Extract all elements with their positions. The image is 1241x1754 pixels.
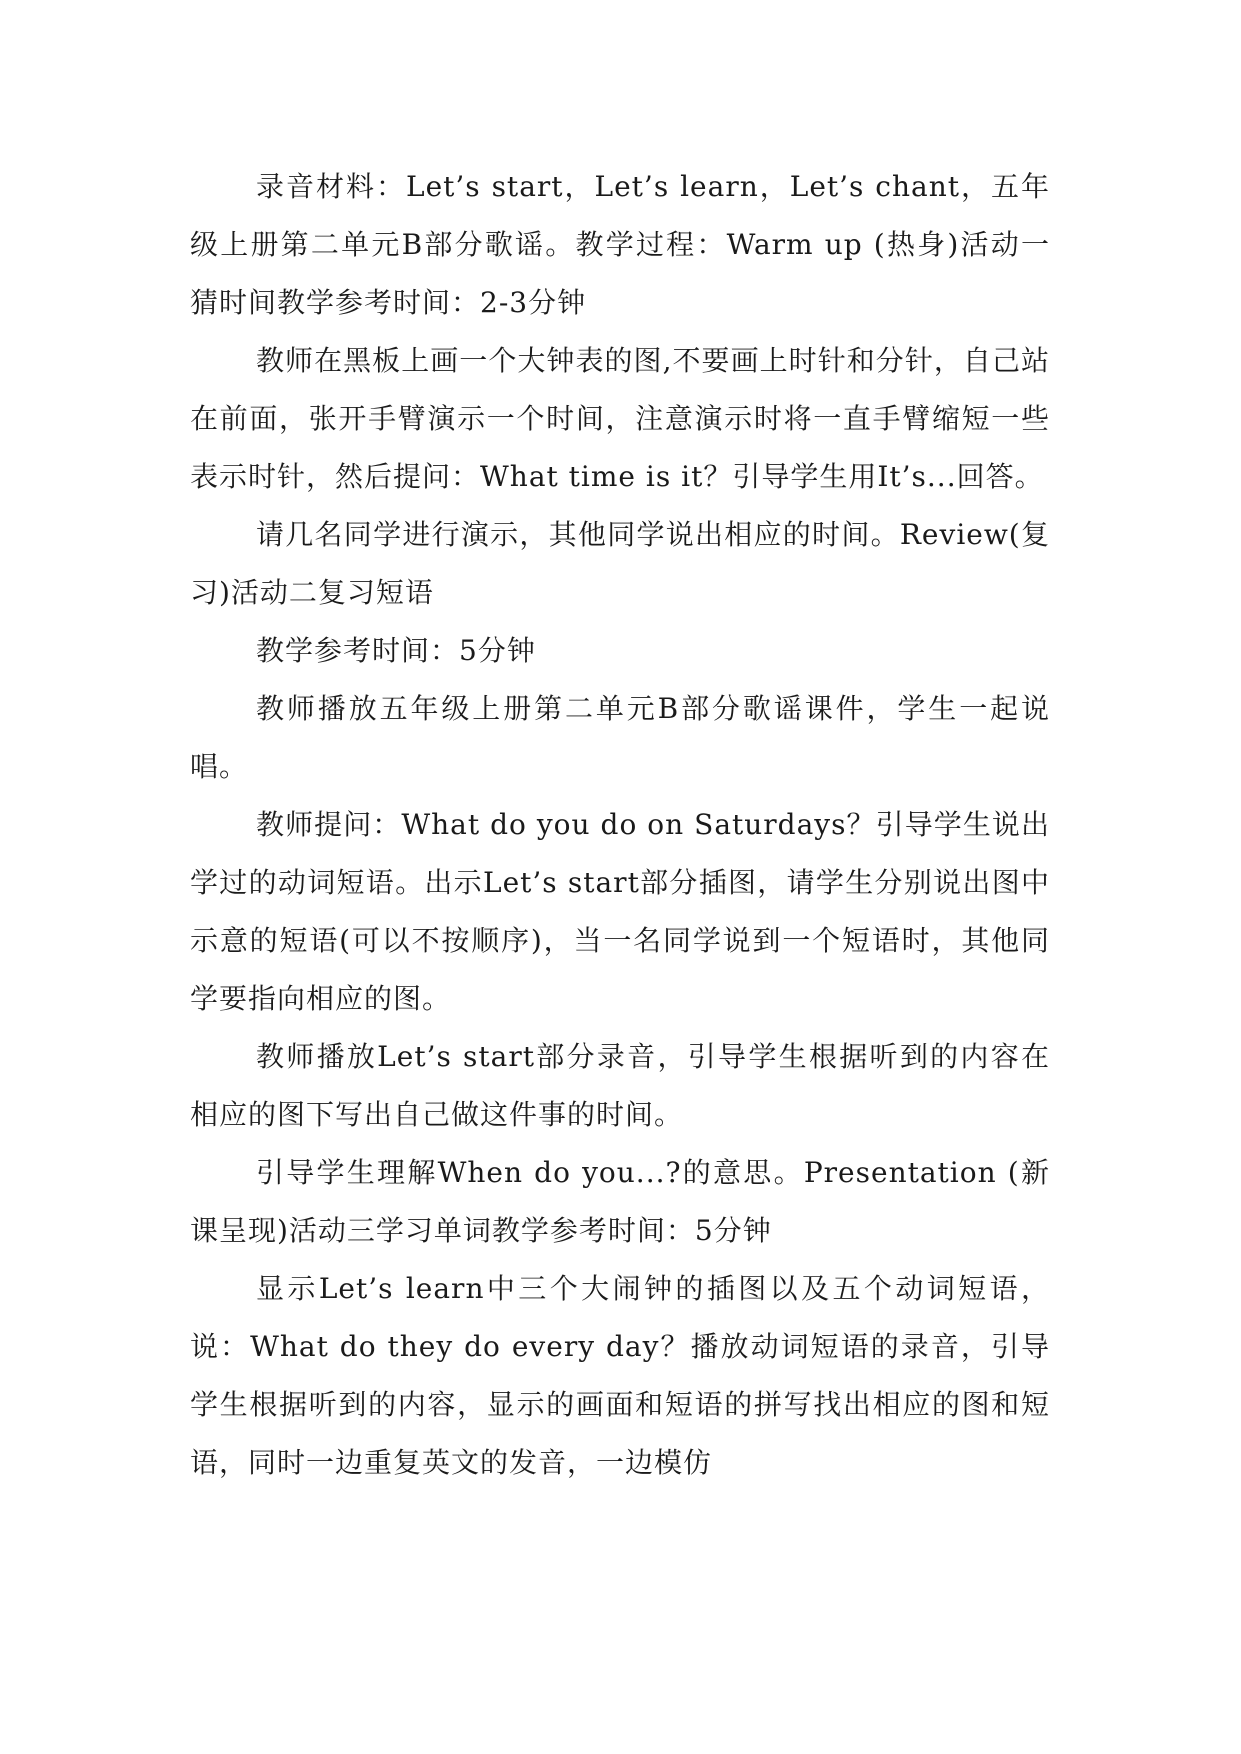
paragraph-presentation: 引导学生理解When do you...?的意思。Presentation (新课呈现)活动三学习单词教学参考时间：5分钟 bbox=[190, 1156, 1050, 1247]
document-body bbox=[190, 158, 1050, 1492]
paragraph-learn: 显示Let’s learn中三个大闹钟的插图以及五个动词短语，说：What do they do every day？播放动词短语的录音，引导学生根据听到的内容，显示的画面和短语的拼写找出相应的图和短语，同时一边重复英文的发音，一边模仿 bbox=[190, 1272, 1050, 1479]
paragraph-time: 教学参考时间：5分钟 bbox=[256, 634, 536, 667]
paragraph-review: 请几名同学进行演示，其他同学说出相应的时间。Review(复习)活动二复习短语 bbox=[190, 518, 1050, 609]
paragraph-materials: 录音材料：Let’s start，Let’s learn，Let’s chant，五年级上册第二单元B部分歌谣。教学过程：Warm up (热身)活动一 猜时间教学参考时间：2-3分钟 bbox=[190, 170, 1050, 319]
paragraph-chant: 教师播放五年级上册第二单元B部分歌谣课件，学生一起说唱。 bbox=[190, 692, 1050, 783]
paragraph-clock-demo: 教师在黑板上画一个大钟表的图,不要画上时针和分针，自己站在前面，张开手臂演示一个时间，注意演示时将一直手臂缩短一些表示时针，然后提问：What time is it？引导学生用It’s...回答。 bbox=[190, 344, 1050, 493]
paragraph-question: 教师提问：What do you do on Saturdays？引导学生说出学过的动词短语。出示Let’s start部分插图，请学生分别说出图中示意的短语(可以不按顺序)，当一名同学说到一个短语时，其他同学要指向相应的图。 bbox=[190, 808, 1050, 1015]
paragraph-recording: 教师播放Let’s start部分录音，引导学生根据听到的内容在相应的图下写出自己做这件事的时间。 bbox=[190, 1040, 1050, 1131]
